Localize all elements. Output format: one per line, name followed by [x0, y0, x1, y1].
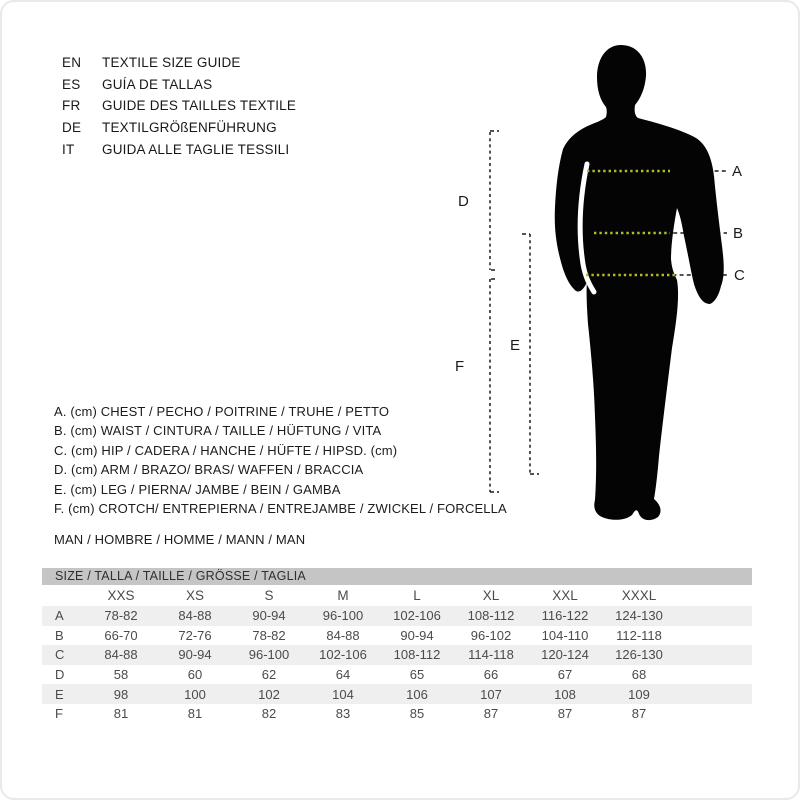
size-value: 107	[480, 686, 502, 702]
title-row-de	[62, 117, 296, 139]
row-label: D	[55, 667, 65, 683]
label-a: A	[732, 163, 743, 180]
title-row-fr	[62, 95, 296, 117]
table-row	[42, 704, 752, 724]
title-row-en	[62, 52, 296, 74]
size-value: 124-130	[615, 608, 663, 624]
size-value: 109	[628, 686, 650, 702]
row-label: C	[55, 647, 65, 663]
size-value: 81	[187, 706, 203, 722]
size-value: 126-130	[615, 647, 663, 663]
arm-line-d	[490, 131, 499, 270]
size-value: 84-88	[104, 647, 138, 663]
size-value: 64	[335, 667, 351, 683]
title-row-es	[62, 74, 296, 96]
size-value: 116-122	[541, 608, 589, 624]
row-label: B	[55, 627, 64, 643]
col-header: XXS	[107, 588, 135, 603]
legend-item-e: E. (cm) LEG / PIERNA/ JAMBE / BEIN / GAMBA	[54, 481, 341, 497]
size-value: 90-94	[400, 627, 434, 643]
size-value: 65	[409, 667, 425, 683]
leg-line-e	[522, 234, 539, 474]
col-header: XXXL	[621, 588, 657, 603]
legend-item-f: F. (cm) CROTCH/ ENTREPIERNA / ENTREJAMBE / ZWICKEL / FORCELLA	[54, 501, 507, 517]
size-value: 68	[631, 667, 647, 683]
col-header: XL	[482, 588, 500, 603]
lang-code: IT	[62, 141, 75, 157]
size-value: 58	[113, 667, 129, 683]
man-silhouette	[555, 45, 724, 520]
size-value: 67	[557, 667, 573, 683]
measurement-legend	[54, 402, 507, 550]
size-value: 102-106	[319, 647, 367, 663]
size-value: 72-76	[178, 627, 212, 643]
lang-title: TEXTILGRÖßENFÜHRUNG	[102, 120, 277, 136]
size-value: 84-88	[178, 608, 212, 624]
table-row	[42, 606, 752, 626]
size-value: 102	[258, 686, 280, 702]
size-value: 90-94	[252, 608, 286, 624]
row-label: A	[55, 608, 64, 624]
size-value: 100	[184, 686, 206, 702]
table-title: SIZE / TALLA / TAILLE / GRÖSSE / TAGLIA	[55, 569, 306, 583]
col-header: L	[413, 588, 421, 603]
size-value: 87	[631, 706, 647, 722]
size-value: 90-94	[178, 647, 212, 663]
size-value: 112-118	[616, 627, 662, 643]
title-block	[62, 52, 296, 161]
size-value: 78-82	[104, 608, 138, 624]
table-header-row	[42, 585, 752, 606]
size-value: 106	[406, 686, 428, 702]
legend-item-a: A. (cm) CHEST / PECHO / POITRINE / TRUHE / PETTO	[54, 404, 390, 419]
size-value: 84-88	[326, 627, 360, 643]
size-value: 98	[113, 686, 129, 702]
size-table	[42, 568, 752, 724]
legend-item-c: C. (cm) HIP / CADERA / HANCHE / HÜFTE / HIPSD. (cm)	[54, 442, 398, 458]
size-value: 114-118	[468, 647, 514, 663]
table-row	[42, 684, 752, 704]
col-header: XS	[185, 588, 204, 603]
size-value: 85	[409, 706, 425, 722]
lang-title: GUIDA ALLE TAGLIE TESSILI	[102, 141, 290, 157]
lang-code: EN	[62, 55, 82, 70]
size-value: 87	[557, 706, 573, 722]
gender-line: MAN / HOMBRE / HOMME / MANN / MAN	[54, 532, 306, 548]
size-value: 102-106	[393, 608, 441, 624]
size-value: 96-100	[322, 608, 364, 624]
col-header: M	[337, 588, 349, 603]
legend-item-b: B. (cm) WAIST / CINTURA / TAILLE / HÜFTUNG / VITA	[54, 423, 382, 439]
label-c: C	[734, 267, 745, 284]
size-value: 78-82	[252, 627, 286, 643]
label-f: F	[455, 358, 465, 375]
size-value: 81	[113, 706, 129, 722]
col-header: XXL	[552, 588, 578, 603]
table-row	[42, 665, 752, 685]
lang-code: ES	[62, 76, 81, 92]
size-value: 120-124	[541, 647, 589, 663]
legend-item-d: D. (cm) ARM / BRAZO/ BRAS/ WAFFEN / BRACCIA	[54, 462, 364, 478]
lang-code: FR	[62, 98, 81, 114]
size-value: 108-112	[393, 647, 441, 663]
size-value: 66-70	[104, 627, 138, 643]
lang-title: TEXTILE SIZE GUIDE	[102, 55, 241, 70]
lang-title: GUIDE DES TAILLES TEXTILE	[102, 98, 297, 114]
size-value: 108	[554, 686, 576, 702]
col-header: S	[264, 588, 274, 603]
size-value: 96-100	[248, 647, 290, 663]
row-label: F	[55, 706, 63, 722]
table-row	[42, 645, 752, 665]
size-value: 60	[187, 667, 203, 683]
table-title-bar	[42, 568, 752, 585]
size-value: 104-110	[541, 627, 589, 643]
lang-title: GUÍA DE TALLAS	[102, 76, 213, 92]
row-label: E	[55, 686, 64, 702]
lang-code: DE	[62, 120, 82, 136]
size-value: 87	[483, 706, 499, 722]
size-value: 83	[335, 706, 351, 722]
label-d: D	[458, 193, 469, 210]
label-e: E	[510, 337, 521, 354]
label-b: B	[733, 225, 744, 242]
size-value: 96-102	[470, 627, 512, 643]
size-value: 62	[261, 667, 277, 683]
size-value: 66	[483, 667, 499, 683]
title-row-it	[62, 139, 296, 161]
table-row	[42, 626, 752, 646]
size-value: 104	[332, 686, 354, 702]
size-value: 108-112	[467, 608, 515, 624]
size-value: 82	[261, 706, 277, 722]
